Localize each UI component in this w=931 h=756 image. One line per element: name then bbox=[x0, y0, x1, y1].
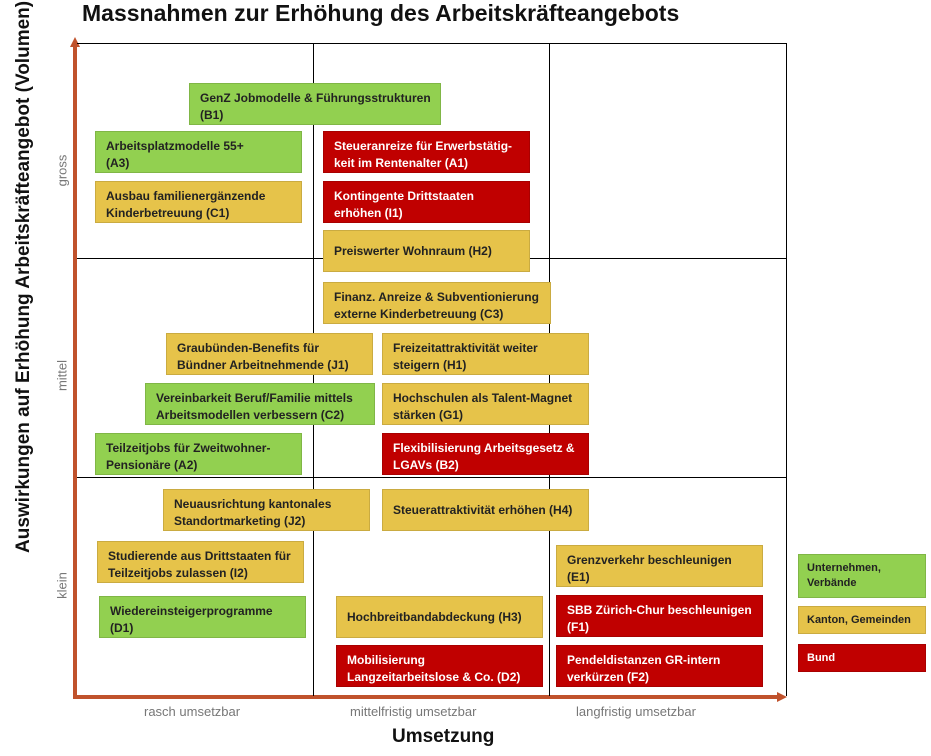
measure-h1 bbox=[382, 333, 589, 375]
measure-d2 bbox=[336, 645, 543, 687]
page-title: Massnahmen zur Erhöhung des Arbeitskräfteangebots bbox=[82, 0, 680, 26]
measure-line1: Pendeldistanzen GR-intern bbox=[567, 653, 721, 667]
measure-line1: Ausbau familienergänzende bbox=[106, 189, 266, 203]
measure-h2 bbox=[323, 230, 530, 272]
measure-c2 bbox=[145, 383, 375, 425]
measure-line2: Bündner Arbeitnehmende (J1) bbox=[177, 358, 349, 372]
measure-f1 bbox=[556, 595, 763, 637]
measure-line1: Steuerattraktivität erhöhen (H4) bbox=[393, 502, 573, 517]
measure-line2: Kinderbetreuung (C1) bbox=[106, 206, 230, 220]
measure-g1 bbox=[382, 383, 589, 425]
x-category-rasch: rasch umsetzbar bbox=[144, 704, 241, 719]
measure-line2: verkürzen (F2) bbox=[567, 670, 650, 684]
legend-canton bbox=[798, 606, 926, 634]
grid-top bbox=[77, 43, 786, 44]
measure-line1: Arbeitsplatzmodelle 55+ bbox=[106, 139, 244, 153]
measure-line2: stärken (G1) bbox=[393, 408, 464, 422]
measure-line2: Pensionäre (A2) bbox=[106, 458, 198, 472]
measure-e1 bbox=[556, 545, 763, 587]
measure-j1 bbox=[166, 333, 373, 375]
measure-line2: Teilzeitjobs zulassen (I2) bbox=[108, 566, 248, 580]
measure-line1: Flexibilisierung Arbeitsgesetz & bbox=[393, 441, 575, 455]
measure-line1: Vereinbarkeit Beruf/Familie mittels bbox=[156, 391, 353, 405]
measure-i2 bbox=[97, 541, 304, 583]
measure-line2: Standortmarketing (J2) bbox=[174, 514, 306, 528]
measure-j2 bbox=[163, 489, 370, 531]
measure-line2: (B1) bbox=[200, 108, 224, 122]
measure-line1: Freizeitattraktivität weiter bbox=[393, 341, 538, 355]
measure-line2: externe Kinderbetreuung (C3) bbox=[334, 307, 504, 321]
grid-right bbox=[786, 43, 787, 696]
x-category-mittelfristig: mittelfristig umsetzbar bbox=[350, 704, 477, 719]
y-axis-title: Auswirkungen auf Erhöhung Arbeitskräfteangebot (Volumen) bbox=[13, 0, 34, 553]
measure-line2: LGAVs (B2) bbox=[393, 458, 459, 472]
measure-b2 bbox=[382, 433, 589, 475]
measure-c3 bbox=[323, 282, 551, 324]
measure-a2 bbox=[95, 433, 302, 475]
measure-line1: Preiswerter Wohnraum (H2) bbox=[334, 243, 492, 258]
legend-label: Bund bbox=[807, 651, 836, 664]
measure-line2: (F1) bbox=[567, 620, 589, 634]
measure-line1: Graubünden-Benefits für bbox=[177, 341, 320, 355]
measure-line1: Hochschulen als Talent-Magnet bbox=[393, 391, 573, 405]
measure-line1: Neuausrichtung kantonales bbox=[174, 497, 332, 511]
legend-label: Kanton, Gemeinden bbox=[807, 613, 911, 626]
measure-c1 bbox=[95, 181, 302, 223]
measure-d1 bbox=[99, 596, 306, 638]
measure-i1 bbox=[323, 181, 530, 223]
measure-line1: Finanz. Anreize & Subventionierung bbox=[334, 290, 539, 304]
measure-line1: Teilzeitjobs für Zweitwohner- bbox=[106, 441, 271, 455]
measure-line2: erhöhen (I1) bbox=[334, 206, 403, 220]
legend-company bbox=[798, 554, 926, 598]
measure-line2: keit im Rentenalter (A1) bbox=[334, 156, 469, 170]
measure-line2: Arbeitsmodellen verbessern (C2) bbox=[156, 408, 345, 422]
legend-bund bbox=[798, 644, 926, 672]
grid-h2 bbox=[77, 477, 786, 478]
measure-line1: Hochbreitbandabdeckung (H3) bbox=[347, 609, 522, 624]
measure-line2: (D1) bbox=[110, 621, 134, 635]
y-category-gross: gross bbox=[54, 154, 70, 187]
measure-a3 bbox=[95, 131, 302, 173]
measure-line1: Grenzverkehr beschleunigen bbox=[567, 553, 732, 567]
measure-b1 bbox=[189, 83, 441, 125]
measure-line1: GenZ Jobmodelle & Führungsstrukturen bbox=[200, 91, 431, 105]
measure-line1: SBB Zürich-Chur beschleunigen bbox=[567, 603, 752, 617]
y-category-klein: klein bbox=[54, 572, 70, 599]
measure-a1 bbox=[323, 131, 530, 173]
measure-line2: Langzeitarbeitslose & Co. (D2) bbox=[347, 670, 521, 684]
measure-h4 bbox=[382, 489, 589, 531]
measure-line1: Studierende aus Drittstaaten für bbox=[108, 549, 291, 563]
legend-label: Unternehmen, Verbände bbox=[807, 562, 881, 589]
measure-line2: (A3) bbox=[106, 156, 130, 170]
measure-line2: steigern (H1) bbox=[393, 358, 467, 372]
measure-h3 bbox=[336, 596, 543, 638]
measure-line1: Mobilisierung bbox=[347, 653, 425, 667]
measure-f2 bbox=[556, 645, 763, 687]
measure-line1: Wiedereinsteigerprogramme bbox=[110, 604, 273, 618]
y-category-mittel: mittel bbox=[54, 359, 70, 392]
measure-line1: Steueranreize für Erwerbstätig- bbox=[334, 139, 513, 153]
x-category-langfristig: langfristig umsetzbar bbox=[576, 704, 696, 719]
x-axis-title: Umsetzung bbox=[392, 726, 495, 747]
measure-line2: (E1) bbox=[567, 570, 590, 584]
measure-line1: Kontingente Drittstaaten bbox=[334, 189, 475, 203]
